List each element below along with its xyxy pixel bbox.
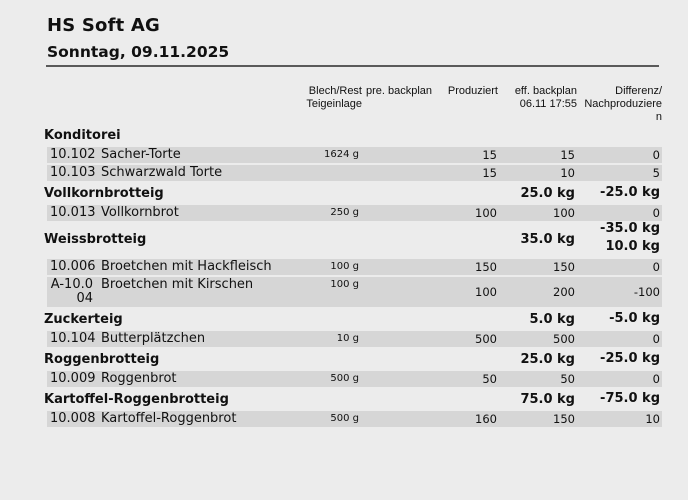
group-header-kartoffel-roggenbrotteig: [0, 389, 688, 411]
group-name: Weissbrotteig: [44, 232, 147, 247]
table-row[interactable]: [47, 259, 662, 275]
production-table: [0, 125, 688, 429]
produziert-value: 160: [475, 412, 497, 426]
blech-value: 100 g: [330, 279, 359, 290]
group-name: Vollkornbrotteig: [44, 186, 164, 201]
column-header-eff-line1: eff. backplan: [514, 85, 577, 97]
group-header-weissbrotteig: [0, 223, 688, 259]
group-diff-total: [600, 220, 660, 256]
column-header-blech-line2: Teigeinlage: [306, 98, 362, 110]
group-header-zuckerteig: [0, 309, 688, 331]
article-name: Roggenbrot: [101, 371, 177, 386]
article-name: Broetchen mit Kirschen: [101, 277, 254, 292]
differenz-value: 10: [645, 412, 660, 426]
article-name: Vollkornbrot: [101, 205, 179, 220]
group-eff-total: 75.0 kg: [520, 392, 575, 407]
differenz-value: 0: [652, 206, 660, 220]
group-diff-total: -25.0 kg: [600, 351, 660, 366]
article-code: 10.104: [50, 331, 96, 346]
eff-backplan-value: 500: [553, 332, 575, 346]
eff-backplan-value: 50: [560, 372, 575, 386]
table-row[interactable]: [47, 371, 662, 387]
produziert-value: 15: [482, 166, 497, 180]
column-header-diff-line3: n: [655, 111, 662, 123]
eff-backplan-value: 200: [553, 285, 575, 299]
produziert-value: 500: [475, 332, 497, 346]
column-header-blech-line1: Blech/Rest: [308, 85, 362, 97]
differenz-value: 0: [652, 148, 660, 162]
company-name: HS Soft AG: [47, 15, 161, 36]
produziert-value: 100: [475, 285, 497, 299]
group-diff-total: -25.0 kg: [600, 185, 660, 200]
blech-value: 500 g: [330, 373, 359, 384]
group-name: Kartoffel-Roggenbrotteig: [44, 392, 229, 407]
article-code: 10.102: [50, 147, 96, 162]
blech-value: 100 g: [330, 261, 359, 272]
report-date: Sonntag, 09.11.2025: [47, 43, 230, 61]
group-header-roggenbrotteig: [0, 349, 688, 371]
article-code: 10.008: [50, 411, 96, 426]
table-row[interactable]: [47, 411, 662, 427]
group-diff-total: -5.0 kg: [609, 311, 660, 326]
article-name: Broetchen mit Hackfleisch: [101, 259, 272, 274]
group-header-vollkornbrotteig: [0, 183, 688, 205]
article-name: Butterplätzchen: [101, 331, 206, 346]
differenz-value: -100: [633, 285, 660, 299]
group-name: Roggenbrotteig: [44, 352, 160, 367]
column-header-diff-line1: Differenz/: [615, 85, 662, 97]
group-diff-line1: -35.0 kg: [600, 221, 660, 236]
group-eff-total: 35.0 kg: [520, 232, 575, 247]
column-header-diff-line2: Nachproduziere: [584, 98, 662, 110]
column-header-eff-line2: 06.11 17:55: [519, 98, 577, 110]
article-code: 10.013: [50, 205, 96, 220]
table-row[interactable]: [47, 165, 662, 181]
article-name: Sacher-Torte: [101, 147, 181, 162]
table-row[interactable]: [47, 331, 662, 347]
column-header-eff-backplan: [505, 85, 577, 111]
blech-value: 500 g: [330, 413, 359, 424]
group-header-konditorei: [0, 125, 688, 147]
differenz-value: 5: [652, 166, 660, 180]
differenz-value: 0: [652, 372, 660, 386]
article-name: Schwarzwald Torte: [101, 165, 223, 180]
eff-backplan-value: 150: [553, 260, 575, 274]
produziert-value: 50: [482, 372, 497, 386]
produziert-value: 15: [482, 148, 497, 162]
article-code: 10.103: [50, 165, 96, 180]
article-code: 10.006: [50, 259, 96, 274]
differenz-value: 0: [652, 332, 660, 346]
column-header-pre-backplan: pre. backplan: [366, 85, 433, 97]
group-eff-total: 5.0 kg: [529, 312, 575, 327]
article-code: A-10.004: [50, 277, 93, 306]
column-header-differenz: [580, 85, 662, 124]
eff-backplan-value: 10: [560, 166, 575, 180]
blech-value: 1624 g: [324, 149, 359, 160]
table-row[interactable]: [47, 277, 662, 307]
article-name: Kartoffel-Roggenbrot: [101, 411, 237, 426]
group-name: Zuckerteig: [44, 312, 123, 327]
eff-backplan-value: 150: [553, 412, 575, 426]
differenz-value: 0: [652, 260, 660, 274]
blech-value: 250 g: [330, 207, 359, 218]
group-eff-total: 25.0 kg: [520, 352, 575, 367]
group-eff-total: 25.0 kg: [520, 186, 575, 201]
eff-backplan-value: 100: [553, 206, 575, 220]
column-header-produziert: Produziert: [447, 85, 498, 97]
produziert-value: 150: [475, 260, 497, 274]
group-diff-total: -75.0 kg: [600, 391, 660, 406]
blech-value: 10 g: [336, 333, 359, 344]
article-code: 10.009: [50, 371, 96, 386]
table-row[interactable]: [47, 205, 662, 221]
group-diff-line2: 10.0 kg: [605, 239, 660, 254]
header-divider: [46, 65, 659, 67]
eff-backplan-value: 15: [560, 148, 575, 162]
produziert-value: 100: [475, 206, 497, 220]
table-row[interactable]: [47, 147, 662, 163]
group-name: Konditorei: [44, 128, 121, 143]
column-header-blech-rest: [300, 85, 362, 111]
